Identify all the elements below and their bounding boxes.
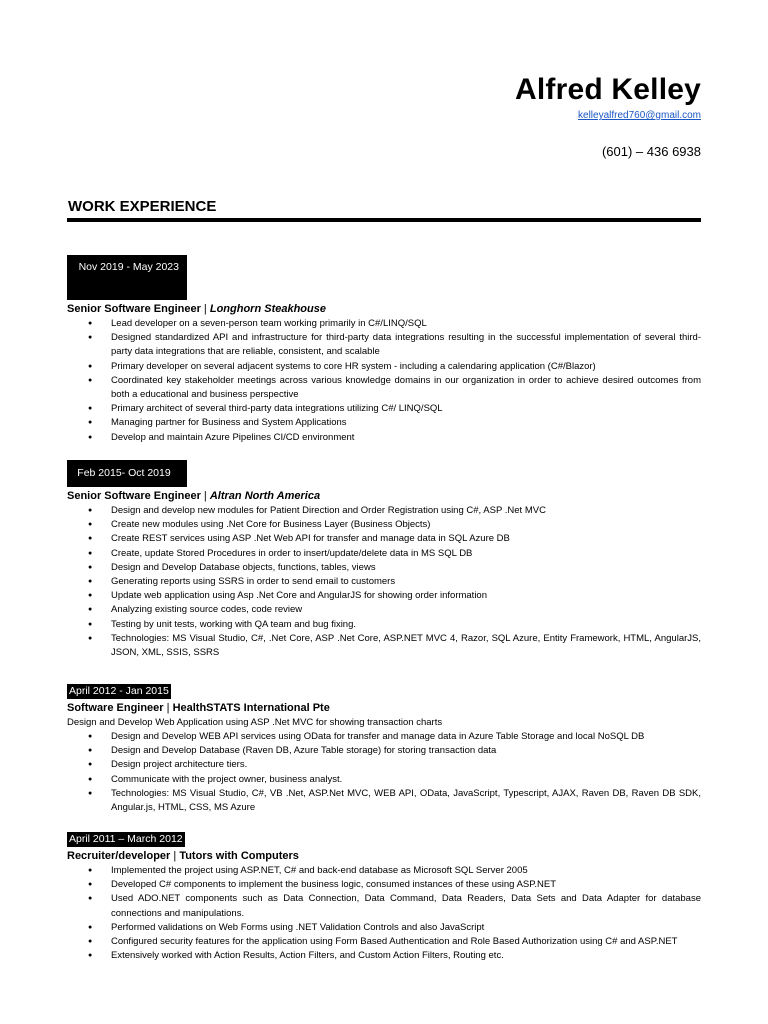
list-item: ● Lead developer on a seven-person team working primarily in C#/LINQ/SQL bbox=[67, 317, 701, 331]
job-title: Senior Software Engineer bbox=[67, 303, 201, 315]
job-date: Feb 2015- Oct 2019 bbox=[67, 460, 187, 487]
job-title: Software Engineer bbox=[67, 702, 164, 714]
email-link[interactable]: kelleyalfred760@gmail.com bbox=[578, 110, 701, 121]
job-role bbox=[67, 489, 701, 504]
list-item: ● Configured security features for the application using Form Based Authentication and Role Based Authorization using C# and ASP.NET bbox=[67, 935, 701, 949]
job-company: Tutors with Computers bbox=[179, 850, 299, 862]
list-item: ● Technologies: MS Visual Studio, C#, .Net Core, ASP .Net Core, ASP.NET MVC 4, Razor, SQL Azure, Entity Framework, HTML, AngularJS, JSON, XML, SSIS, SSRS bbox=[67, 632, 701, 660]
job-entry bbox=[67, 829, 701, 963]
job-date: April 2011 – March 2012 bbox=[69, 833, 183, 845]
list-item: ● Managing partner for Business and System Applications bbox=[67, 416, 701, 430]
list-item: ● Design project architecture tiers. bbox=[67, 758, 701, 772]
candidate-name: Alfred Kelley bbox=[515, 73, 701, 106]
resume-header bbox=[515, 72, 701, 159]
list-item: ● Design and develop new modules for Patient Direction and Order Registration using C#, ASP .Net MVC bbox=[67, 504, 701, 518]
job-bullets bbox=[67, 864, 701, 963]
phone-number: (601) – 436 6938 bbox=[601, 144, 701, 159]
list-item: ● Create, update Stored Procedures in order to insert/update/delete data in MS SQL DB bbox=[67, 547, 701, 561]
list-item: ● Developed C# components to implement the business logic, consumed instances of these using ASP.NET bbox=[67, 878, 701, 892]
list-item: ● Technologies: MS Visual Studio, C#, VB .Net, ASP.Net MVC, WEB API, OData, JavaScript, Typescript, AJAX, Raven DB, Raven DB SDK, Angular.js, HTML, CSS, MS Azure bbox=[67, 787, 701, 815]
list-item: ● Update web application using Asp .Net Core and AngularJS for showing order information bbox=[67, 589, 701, 603]
section-title: WORK EXPERIENCE bbox=[68, 198, 217, 215]
section-divider bbox=[67, 218, 701, 222]
job-entry bbox=[67, 255, 701, 445]
list-item: ● Primary architect of several third-party data integrations utilizing C#/ LINQ/SQL bbox=[67, 402, 701, 416]
job-company: Longhorn Steakhouse bbox=[209, 303, 326, 315]
job-title: Senior Software Engineer bbox=[67, 490, 201, 502]
role-separator: | bbox=[200, 490, 210, 502]
job-date: Nov 2019 - May 2023 bbox=[67, 255, 187, 300]
list-item: ● Used ADO.NET components such as Data Connection, Data Command, Data Readers, Data Sets and Data Adapter for database connections and manipulations. bbox=[67, 892, 701, 920]
job-title: Recruiter/developer bbox=[67, 850, 171, 862]
list-item: ● Performed validations on Web Forms using .NET Validation Controls and also JavaScript bbox=[67, 921, 701, 935]
list-item: ● Design and Develop WEB API services using OData for transfer and manage data in Azure Table Storage and local NoSQL DB bbox=[67, 730, 701, 744]
job-company: Altran North America bbox=[209, 490, 321, 502]
list-item: ● Design and Develop Database objects, functions, tables, views bbox=[67, 561, 701, 575]
list-item: ● Analyzing existing source codes, code review bbox=[67, 603, 701, 617]
list-item: ● Designed standardized API and infrastructure for third-party data integrations resulting in the successful implementation of several third-party data integrations that are reliable, consistent, and scalable bbox=[67, 331, 701, 359]
job-bullets bbox=[67, 504, 701, 660]
list-item: ● Primary developer on several adjacent systems to core HR system - including a calendaring application (C#/Blazor) bbox=[67, 360, 701, 374]
list-item: ● Develop and maintain Azure Pipelines CI/CD environment bbox=[67, 431, 701, 445]
job-role bbox=[67, 701, 701, 716]
job-date: April 2012 - Jan 2015 bbox=[69, 685, 169, 697]
list-item: ● Implemented the project using ASP.NET, C# and back-end database as Microsoft SQL Server 2005 bbox=[67, 864, 701, 878]
job-entry bbox=[67, 681, 701, 815]
job-role bbox=[67, 849, 701, 864]
list-item: ● Testing by unit tests, working with QA team and bug fixing. bbox=[67, 618, 701, 632]
job-description: Design and Develop Web Application using ASP .Net MVC for showing transaction charts bbox=[67, 717, 443, 728]
list-item: ● Extensively worked with Action Results, Action Filters, and Custom Action Filters, Routing etc. bbox=[67, 949, 701, 963]
job-role bbox=[67, 302, 701, 317]
list-item: ● Design and Develop Database (Raven DB, Azure Table storage) for storing transaction data bbox=[67, 744, 701, 758]
role-separator: | bbox=[200, 303, 210, 315]
list-item: ● Coordinated key stakeholder meetings across various knowledge domains in our organization in order to achieve desired outcomes from both a educational and business perspective bbox=[67, 374, 701, 402]
job-company: HealthSTATS International Pte bbox=[172, 702, 330, 714]
list-item: ● Communicate with the project owner, business analyst. bbox=[67, 773, 701, 787]
job-entry bbox=[67, 460, 701, 660]
list-item: ● Create REST services using ASP .Net Web API for transfer and manage data in SQL Azure DB bbox=[67, 532, 701, 546]
role-separator: | bbox=[163, 702, 173, 714]
job-bullets bbox=[67, 317, 701, 445]
list-item: ● Create new modules using .Net Core for Business Layer (Business Objects) bbox=[67, 518, 701, 532]
role-separator: | bbox=[170, 850, 180, 862]
list-item: ● Generating reports using SSRS in order to send email to customers bbox=[67, 575, 701, 589]
job-bullets bbox=[67, 730, 701, 815]
